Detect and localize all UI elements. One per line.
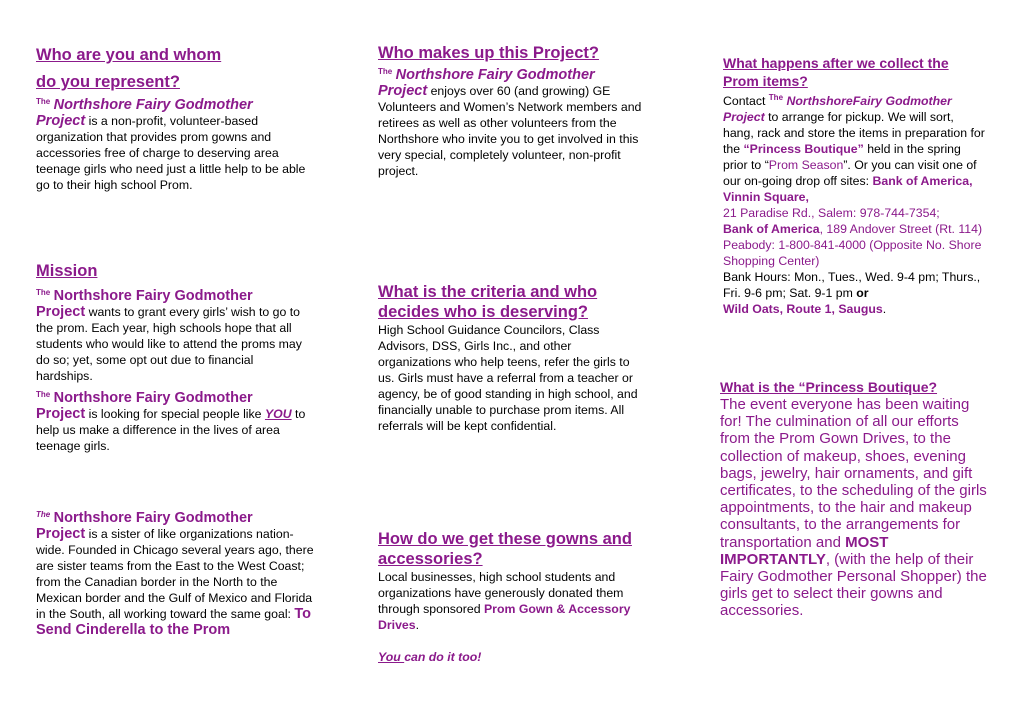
org-name: Northshore Fairy Godmother	[53, 97, 253, 113]
org-name-project: Project	[36, 406, 86, 422]
mission-body: wants to grant every girls’ wish to go to the prom. Each year, high schools hope that all students who would like to attend the proms may do so; yet, some opt out due to financial hardships.	[36, 305, 302, 383]
contact-label: Contact	[723, 94, 769, 108]
heading-do-you-represent: do you represent?	[36, 73, 180, 91]
you-underlined: You	[378, 650, 405, 664]
drop-off-boa-peabody: Bank of America	[723, 222, 820, 236]
you-emphasis: YOU	[264, 407, 292, 421]
address-salem: 21 Paradise Rd., Salem: 978-744-7354;	[723, 206, 940, 220]
makeup-body: enjoys over 60 (and growing) GE Volunteers and Women’s Network members and retirees as well as other volunteers from the Northshore who invite you to get involved in this very special, completely volunteer, non-profit project.	[378, 84, 642, 178]
mission-body-2a: is looking for special people like	[85, 407, 265, 421]
prom-gown-drives: Prom Gown & Accessory Drives	[378, 602, 631, 632]
prom-season: Prom Season	[768, 158, 844, 172]
section-princess-boutique	[720, 378, 988, 620]
heading-princess-boutique: What is the “Princess Boutique?	[720, 379, 938, 395]
org-name: Northshore Fairy Godmother	[395, 67, 595, 83]
mission-body-2b: to help us make a difference in the lives of area teenage girls.	[36, 407, 306, 453]
the-superscript: The	[36, 510, 51, 519]
org-name-project: Project	[36, 304, 86, 320]
drop-off-boa-vinnin: Bank of America, Vinnin Square,	[723, 174, 973, 204]
who-body: is a non-profit, volunteer-based organization that provides prom gowns and accessories free of charge to deserving area teenage girls who need just a little help to be able go to their high school Prom.	[36, 114, 306, 192]
after-body-2: held in the spring prior to “	[723, 142, 961, 172]
the-superscript: The	[36, 390, 51, 399]
the-superscript: The	[378, 67, 393, 76]
org-name-project: Project	[36, 526, 86, 542]
dot: .	[882, 302, 887, 316]
after-body-3: ”. Or you can visit one of our on-going drop off sites:	[723, 158, 977, 188]
the-superscript: The	[36, 97, 51, 106]
most-importantly: MOST IMPORTANTLY	[720, 533, 889, 568]
org-name-project: Project	[36, 113, 86, 129]
princess-body-2: , (with the help of their Fairy Godmother Personal Shopper) the girls get to select their gowns and accessories.	[720, 550, 987, 620]
heading-criteria: What is the criteria and who decides who is deserving?	[378, 283, 598, 321]
the-superscript: The	[36, 288, 51, 297]
heading-mission: Mission	[36, 262, 98, 280]
org-name-project: Project	[378, 83, 428, 99]
section-gowns	[378, 529, 648, 665]
org-name: Northshore Fairy Godmother	[53, 288, 253, 304]
criteria-body: High School Guidance Councilors, Class Advisors, DSS, Girls Inc., and other organizations who help teens, refer the girls to us. Girls must have a referral from a teacher or agency, be of good standing in high school, and financially unable to purchase prom items. All referrals will be kept confidential.	[378, 323, 638, 433]
section-mission	[36, 260, 306, 454]
section-criteria	[378, 282, 640, 434]
goal-text: To Send Cinderella to the Prom	[36, 606, 312, 638]
org-name: Northshore Fairy Godmother	[53, 390, 253, 406]
drop-off-wild-oats: Wild Oats, Route 1, Saugus	[723, 302, 883, 316]
the-superscript: The	[768, 93, 784, 102]
heading-gowns: How do we get these gowns and accessories?	[378, 530, 632, 568]
gowns-body: Local businesses, high school students and organizations have generously donated them through sponsored	[378, 570, 624, 616]
section-after-collect	[723, 54, 987, 317]
heading-who-are-you: Who are you and whom	[36, 46, 222, 64]
section-who-are-you	[36, 44, 314, 193]
address-peabody: , 189 Andover Street (Rt. 114) Peabody: 1-800-841-4000 (Opposite No. Shore Shopping Center)	[723, 222, 983, 268]
org-name: NorthshoreFairy Godmother Project	[723, 94, 952, 124]
period: .	[415, 618, 420, 632]
heading-after-collect: What happens after we collect the Prom items?	[723, 55, 949, 89]
section-who-makes-up	[378, 42, 650, 179]
can-do-it-too: can do it too!	[404, 650, 482, 664]
bank-hours: Bank Hours: Mon., Tues., Wed. 9-4 pm; Thurs., Fri. 9-6 pm; Sat. 9-1 pm	[723, 270, 981, 300]
section-sister	[36, 507, 314, 638]
princess-body-1: The event everyone has been waiting for! The culmination of all our efforts from the Prom Gown Drives, to the collection of makeup, shoes, evening bags, jewelry, hair ornaments, and gift certificates, to the scheduling of the girls appointments, to the hair and makeup consultants, to the arrangements for transportation and	[720, 396, 987, 551]
org-name: Northshore Fairy Godmother	[53, 510, 253, 526]
after-body-1: to arrange for pickup. We will sort, hang, rack and store the items in preparation for the	[723, 110, 985, 156]
heading-who-makes-up: Who makes up this Project?	[378, 44, 599, 62]
or-text: or	[856, 286, 869, 300]
sister-body: is a sister of like organizations nation-wide. Founded in Chicago several years ago, there are sister teams from the East to the West Coast; from the Canadian border in the North to the Mexican border and the Gulf of Mexico and Florida in the South, all working toward the same goal:	[36, 527, 314, 621]
princess-boutique-ref: “Princess Boutique”	[743, 142, 864, 156]
